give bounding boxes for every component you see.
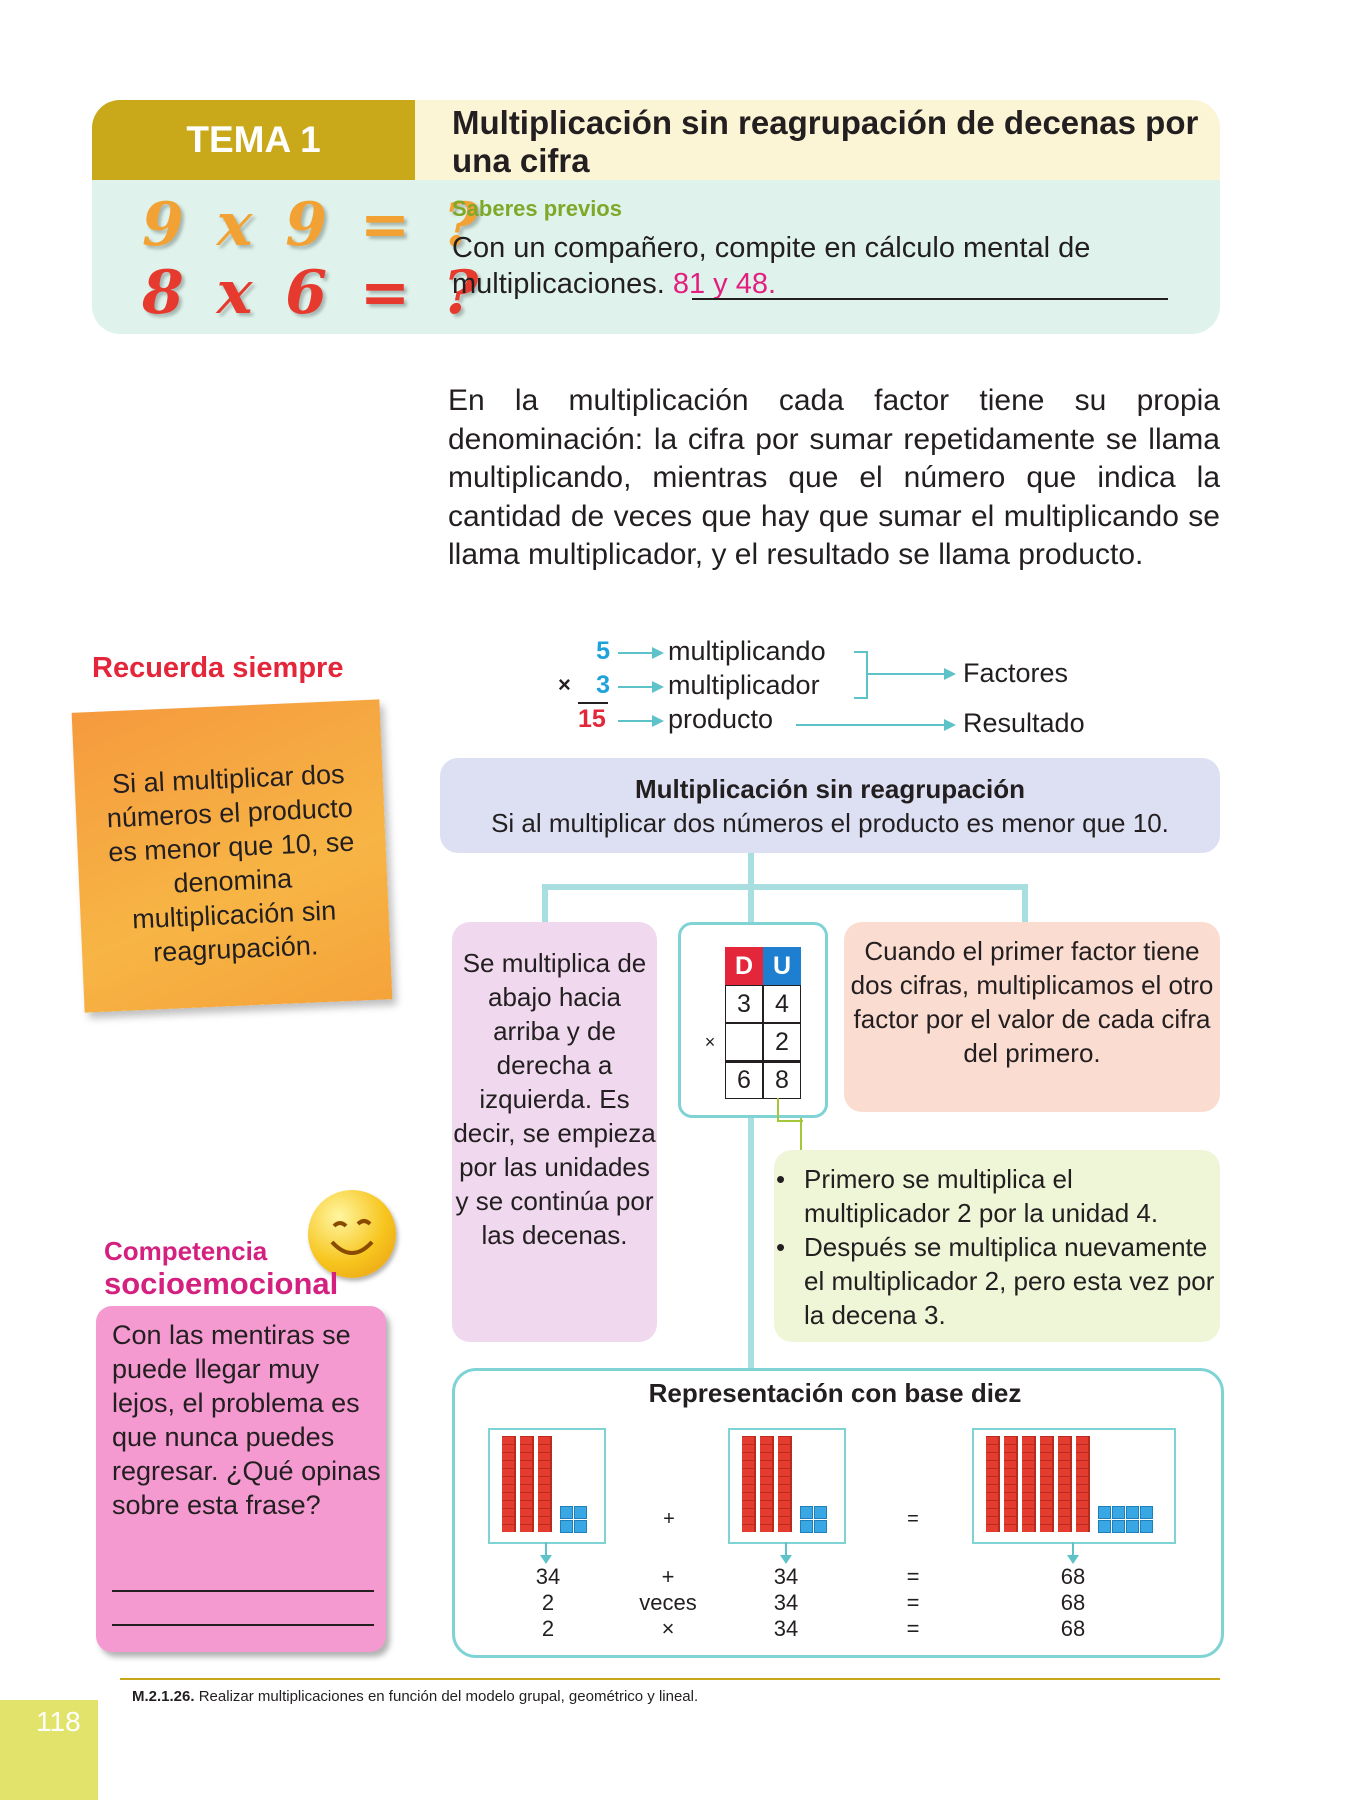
sticky-note-text: Si al multiplicar dos números el producto es menor que 10, se denomina multiplicación sin reagrupación. (106, 759, 355, 968)
answer-line (112, 1590, 374, 1592)
recuerda-title: Recuerda siempre (92, 652, 344, 684)
skill-code: M.2.1.26. (132, 1688, 195, 1705)
smiley-icon (308, 1190, 396, 1278)
theme-label: TEMA 1 (92, 100, 415, 180)
cell-u2: 2 (763, 1023, 801, 1061)
cell-u3: 8 (763, 1061, 801, 1099)
table-cell: 34 (773, 1616, 799, 1641)
arrow-line (796, 724, 948, 726)
equals-symbol: = (907, 1508, 919, 1530)
plus-symbol: + (663, 1508, 675, 1530)
saberes-previos-label: Saberes previos (452, 196, 622, 221)
page-number: 118 (36, 1706, 81, 1737)
cell-u1: 4 (763, 985, 801, 1023)
header-d: D (725, 947, 763, 985)
table-cell: 2 (541, 1616, 555, 1641)
intro-paragraph: En la multiplicación cada factor tiene su propia denominación: la cifra por sumar repetidamente se llama multiplicando, mientras que el número que indica la cantidad de veces que hay que sumar el multiplicando se llama multiplicador, y el resultado se llama producto. (448, 384, 1220, 571)
table-cell: × (661, 1616, 675, 1641)
concept-title: Multiplicación sin reagrupación (634, 774, 1026, 804)
multiplicand-number: 5 (596, 637, 610, 665)
equation-2: 8 x 6 = ? (142, 258, 485, 328)
table-cell: = (906, 1564, 920, 1589)
label-factores: Factores (963, 658, 1069, 688)
footer-rule (120, 1678, 1220, 1680)
base-ten-title: Representación con base diez (648, 1378, 1022, 1408)
connector-horizontal (542, 884, 1028, 890)
arrow-line (618, 686, 652, 688)
steps-list (776, 1162, 1216, 1332)
competencia-label: Competencia (104, 1236, 268, 1266)
table-cell: 68 (1060, 1590, 1086, 1615)
theme-header (92, 100, 1220, 334)
arrow-head (652, 647, 664, 659)
label-multiplicando: multiplicando (668, 636, 826, 666)
arrow-head (652, 681, 664, 693)
arrow-line (868, 673, 948, 675)
table-cell: 34 (773, 1590, 799, 1615)
two-digit-note-text: Cuando el primer factor tiene dos cifras, multiplicamos el otro factor por el valor de cada cifra del primero. (850, 936, 1214, 1068)
arrow-head (944, 668, 956, 680)
label-producto: producto (668, 704, 774, 734)
concept-text: Si al multiplicar dos números el producto es menor que 10. (491, 808, 1169, 838)
table-cell: 68 (1060, 1616, 1086, 1641)
du-times-sign: × (704, 1031, 716, 1052)
step-item: • Primero se multiplica el multiplicador 2 por la unidad 4. (776, 1162, 1216, 1230)
label-resultado: Resultado (963, 708, 1085, 738)
socioemocional-label: socioemocional (104, 1266, 339, 1301)
socioemotional-text: Con las mentiras se puede llegar muy lejos, el problema es que nunca puedes regresar. ¿Qué opinas sobre esta frase? (112, 1320, 381, 1520)
table-cell: 68 (1060, 1564, 1086, 1589)
place-value-table (678, 922, 828, 1118)
connector-right (1022, 884, 1028, 924)
arrow-line (618, 652, 652, 654)
label-multiplicador: multiplicador (668, 670, 820, 700)
cell-d2 (725, 1023, 763, 1061)
answer-line (692, 298, 1168, 300)
procedure-text: Se multiplica de abajo hacia arriba y de derecha a izquierda. Es decir, se empieza por las unidades y se continúa por las decenas. (453, 948, 656, 1250)
cell-d3: 6 (725, 1061, 763, 1099)
handwritten-answer: 81 y 48. (672, 268, 777, 300)
product-number (578, 705, 606, 734)
table-cell: + (661, 1564, 675, 1589)
product-digits: 15 (578, 705, 606, 733)
cell-d1: 3 (725, 985, 763, 1023)
table-cell: veces (639, 1590, 697, 1615)
step-item: • Después se multiplica nuevamente el multiplicador 2, pero esta vez por la decena 3. (776, 1230, 1216, 1332)
skill-description: Realizar multiplicaciones en función del modelo grupal, geométrico y lineal. (198, 1688, 699, 1705)
connector-left (542, 884, 548, 924)
page-title: Multiplicación sin reagrupación de decenas por una cifra (452, 104, 1199, 179)
times-sign: × (558, 672, 571, 697)
table-cell: 34 (773, 1564, 799, 1589)
table-cell: = (906, 1590, 920, 1615)
answer-line (112, 1624, 374, 1626)
equation-1: 9 x 9 = ? (142, 190, 485, 260)
sum-line (578, 702, 608, 704)
arrow-head (944, 719, 956, 731)
header-u: U (763, 947, 801, 985)
smiley-face-icon (308, 1190, 396, 1278)
step-connector (800, 1118, 802, 1152)
footer-skill (132, 1688, 698, 1705)
multiplier-number: 3 (596, 671, 610, 699)
table-cell: = (906, 1616, 920, 1641)
arrow-line (618, 720, 652, 722)
saberes-prompt: Con un compañero, compite en cálculo mental de multiplicaciones. (452, 232, 1091, 300)
arrow-head (652, 715, 664, 727)
table-cell: 34 (535, 1564, 561, 1589)
table-cell: 2 (541, 1590, 555, 1615)
factor-bracket (854, 651, 868, 699)
saberes-previos-text (452, 230, 1192, 302)
